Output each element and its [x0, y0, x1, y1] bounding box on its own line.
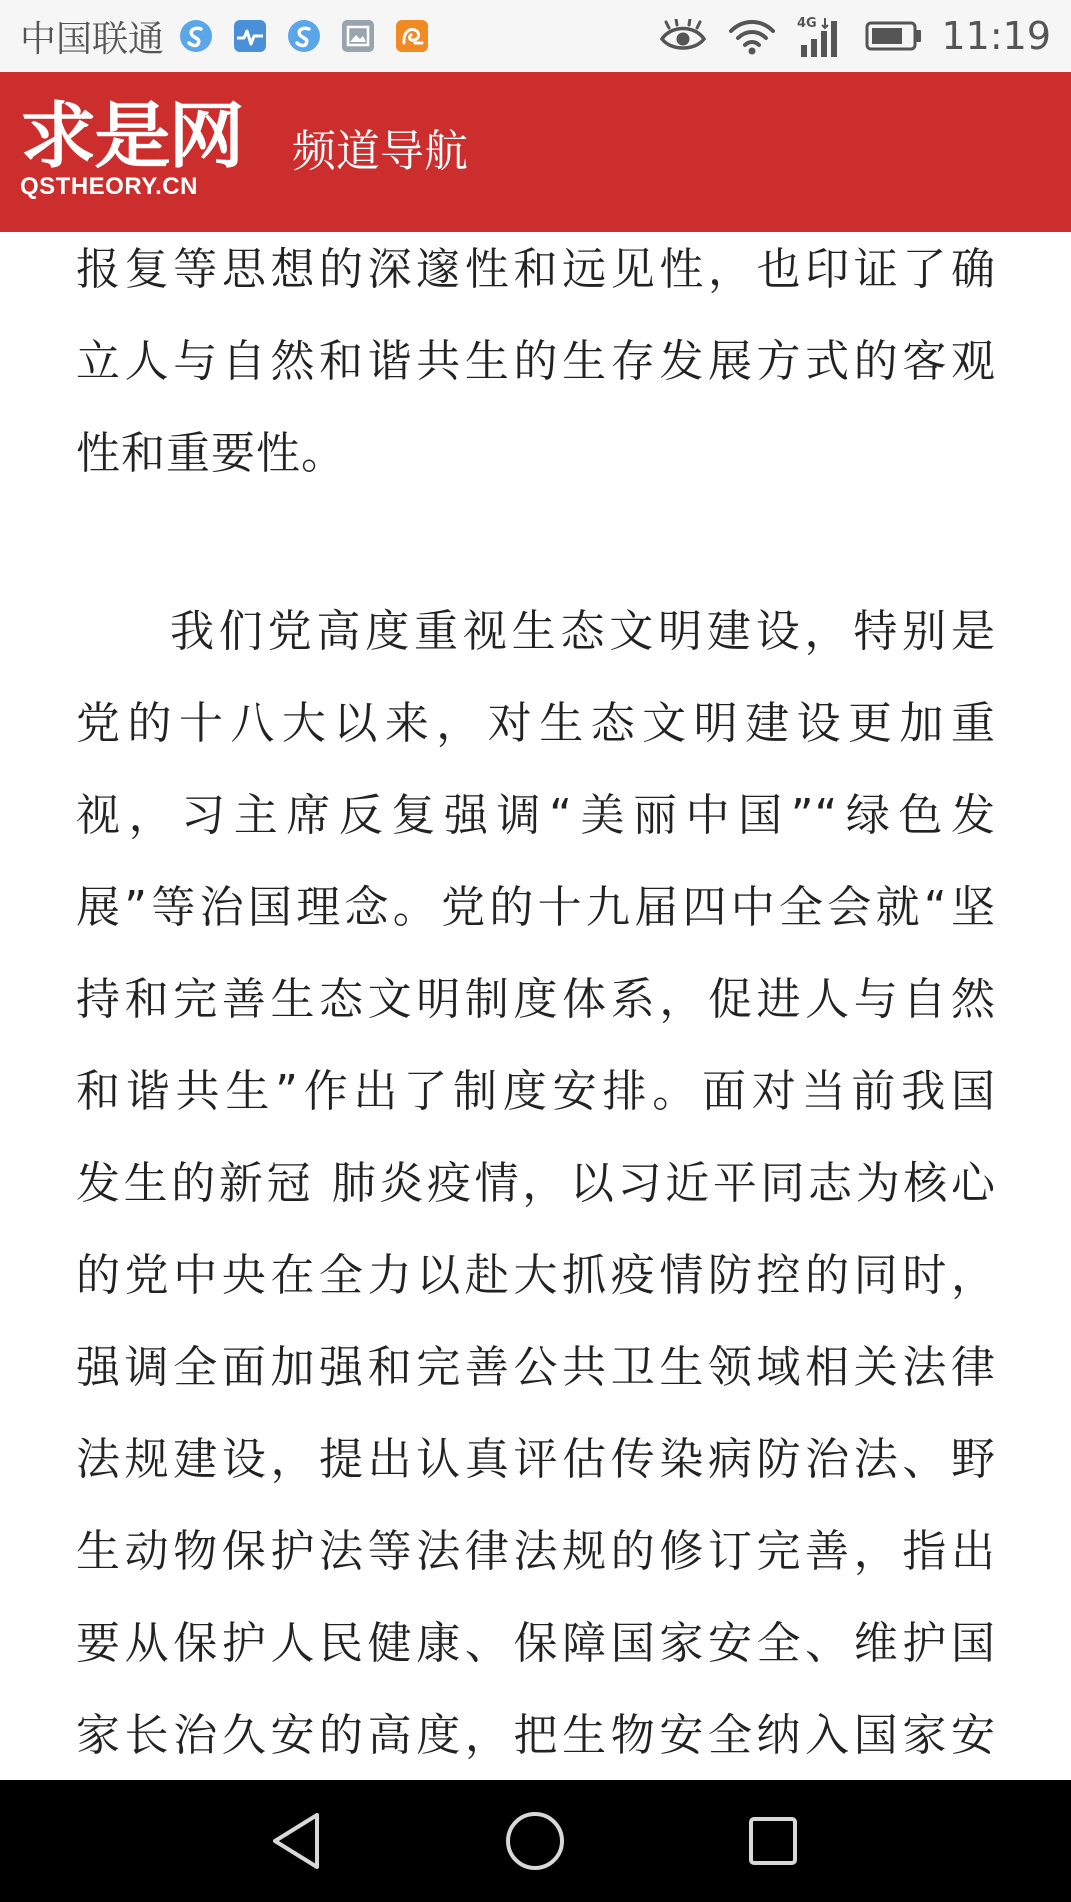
gallery-icon [340, 18, 376, 54]
article-line: 强调全面加强和完善公共卫生领域相关法律 [76, 1342, 996, 1393]
system-nav-bar [0, 1780, 1071, 1902]
article-line: 生动物保护法等法律法规的修订完善，指出 [76, 1526, 996, 1577]
article-line: 发生的新冠 肺炎疫情，以习近平同志为核心 [76, 1158, 996, 1209]
health-icon [232, 18, 268, 54]
carrier-name: 中国联通 [20, 18, 165, 60]
sogou-icon [286, 18, 322, 54]
article-line: 和谐共生”作出了制度安排。面对当前我国 [76, 1066, 996, 1117]
article-line: 党的十八大以来，对生态文明建设更加重 [76, 698, 996, 749]
status-bar [0, 0, 1071, 72]
wifi-icon [729, 17, 775, 55]
status-bar-right [637, 14, 1051, 58]
back-icon[interactable] [264, 1808, 330, 1874]
article-line: 性和重要性。 [76, 428, 346, 479]
article-line: 展”等治国理念。党的十九届四中全会就“坚 [76, 882, 996, 933]
article-line: 法规建设，提出认真评估传染病防治法、野 [76, 1434, 996, 1485]
site-header [0, 72, 1071, 232]
article-line: 我们党高度重视生态文明建设，特别是 [170, 606, 996, 657]
article-line: 要从保护人民健康、保障国家安全、维护国 [76, 1618, 996, 1669]
article-line: 报复等思想的深邃性和远见性，也印证了确 [76, 244, 996, 295]
site-logo[interactable] [20, 94, 243, 204]
clock: 11:19 [941, 14, 1051, 58]
uc-browser-icon [394, 18, 430, 54]
network-type-label: 4G [797, 16, 818, 31]
status-bar-left [20, 11, 448, 62]
article-body [0, 232, 1071, 1780]
eye-comfort-icon [659, 19, 707, 53]
recents-icon[interactable] [740, 1808, 806, 1874]
article-line: 的党中央在全力以赴大抓疫情防控的同时， [76, 1250, 996, 1301]
article-line: 家长治久安的高度，把生物安全纳入国家安 [76, 1710, 996, 1761]
logo-subtitle: QSTHEORY.CN [20, 173, 198, 200]
home-icon[interactable] [502, 1808, 568, 1874]
article-line: 视，习主席反复强调“美丽中国”“绿色发 [76, 790, 996, 841]
channel-nav-button[interactable]: 频道导航 [292, 126, 468, 177]
article-line: 持和完善生态文明制度体系，促进人与自然 [76, 974, 996, 1025]
sogou-icon [178, 18, 214, 54]
logo-title: 求是网 [20, 94, 243, 178]
battery-icon [865, 21, 923, 51]
signal-icon [797, 15, 843, 57]
article-line: 立人与自然和谐共生的生存发展方式的客观 [76, 336, 996, 387]
